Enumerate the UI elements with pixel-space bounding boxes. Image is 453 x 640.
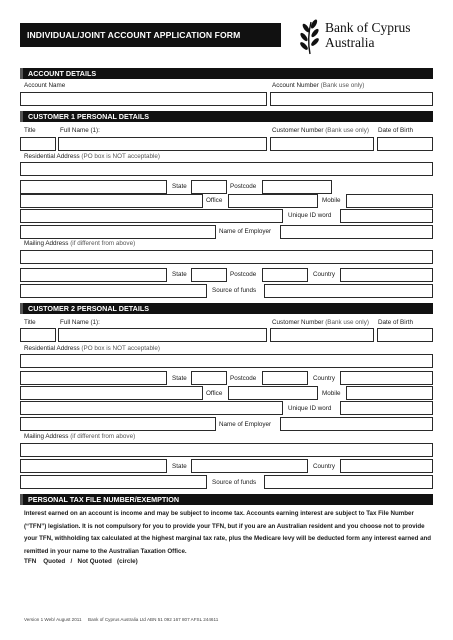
- c1-state-field[interactable]: [191, 180, 227, 194]
- c1-residential-label: Residential Address (PO box is NOT acceptable): [24, 153, 161, 160]
- c1-residential-field[interactable]: [20, 162, 433, 176]
- c1-full-name-field[interactable]: [58, 137, 267, 151]
- c2-residential-label: Residential Address (PO box is NOT acceptable): [24, 345, 161, 352]
- c2-dob-field[interactable]: [377, 328, 433, 342]
- section-customer-1: CUSTOMER 1 PERSONAL DETAILS: [20, 111, 433, 122]
- section-customer-2: CUSTOMER 2 PERSONAL DETAILS: [20, 303, 433, 314]
- c1-title-label: Title: [24, 127, 36, 134]
- account-name-field[interactable]: [20, 92, 267, 106]
- section-tfn-exemption: PERSONAL TAX FILE NUMBER/EXEMPTION: [20, 494, 433, 505]
- bank-logo: [296, 16, 444, 56]
- c2-unique-id-field[interactable]: [340, 401, 433, 415]
- c2-full-name-field[interactable]: [58, 328, 267, 342]
- c1-tel-home-field[interactable]: [20, 194, 203, 208]
- c2-source-funds-field[interactable]: [264, 475, 433, 489]
- c2-state-label: State: [172, 375, 187, 382]
- c2-title-field[interactable]: [20, 328, 56, 342]
- footer-version: Version 1 Web/ August 2011: [24, 617, 82, 622]
- c1-postcode-field[interactable]: [262, 180, 332, 194]
- brand-line-1: Bank of Cyprus: [325, 20, 411, 35]
- tfn-paragraph: Interest earned on an account is income and may be subject to income tax. Accounts earning interest are subject to Tax File Number (“TFN”) legislation. It is not compulsory for you to provide your TFN, but if you are an Australian resident and you choose not to provide your TFN, withholding tax calculated at the highest marginal tax rate, plus the Medicare levy will be deducted form any interest earned and remitted in your name to the Australian Taxation Office.: [24, 510, 432, 555]
- c2-country2-field[interactable]: [340, 459, 433, 473]
- c1-dob-label: Date of Birth: [378, 127, 413, 134]
- c2-source-funds-label: Source of funds: [212, 479, 257, 486]
- c1-full-name-label: Full Name (1):: [60, 127, 100, 134]
- brand-name: [325, 20, 411, 50]
- c2-state2-field[interactable]: [191, 459, 308, 473]
- c1-state-label: State: [172, 183, 187, 190]
- c2-customer-number-label: Customer Number (Bank use only): [272, 319, 369, 326]
- c1-mobile-label: Mobile: [322, 197, 341, 204]
- c2-mobile-label: Mobile: [322, 390, 341, 397]
- c1-source-funds-field[interactable]: [264, 284, 433, 298]
- c2-title-label: Title: [24, 319, 36, 326]
- c1-mobile-field[interactable]: [346, 194, 433, 208]
- c2-mailing-field[interactable]: [20, 443, 433, 457]
- c2-employer-label: Name of Employer: [219, 421, 272, 428]
- c1-customer-number-label: Customer Number (Bank use only): [272, 127, 369, 134]
- olive-branch-icon: [296, 16, 322, 56]
- c2-suburb-field[interactable]: [20, 371, 167, 385]
- c2-country-label: Country: [313, 375, 336, 382]
- c1-customer-number-field[interactable]: [270, 137, 374, 151]
- c1-office-label: Office: [206, 197, 223, 204]
- c2-customer-number-field[interactable]: [270, 328, 374, 342]
- c1-employer-label: Name of Employer: [219, 228, 272, 235]
- c1-office-field[interactable]: [228, 194, 318, 208]
- c1-dob-field[interactable]: [377, 137, 433, 151]
- c2-state2-label: State: [172, 463, 187, 470]
- c2-mailing-label: Mailing Address (if different from above): [24, 433, 136, 440]
- c2-postcode-field[interactable]: [262, 371, 308, 385]
- c1-suburb-field[interactable]: [20, 180, 167, 194]
- c2-country-field[interactable]: [340, 371, 433, 385]
- c2-dob-label: Date of Birth: [378, 319, 413, 326]
- c2-office-label: Office: [206, 390, 223, 397]
- c1-country2-label: Country: [313, 271, 336, 278]
- c2-unique-id-label: Unique ID word: [288, 405, 332, 412]
- c2-postcode-label: Postcode: [230, 375, 257, 382]
- c1-state2-field[interactable]: [191, 268, 227, 282]
- c1-suburb2-field[interactable]: [20, 268, 167, 282]
- c2-residential-field[interactable]: [20, 354, 433, 368]
- c2-tfn-field[interactable]: [20, 475, 207, 489]
- tfn-quoted-line: TFN Quoted / Not Quoted (circle): [24, 558, 138, 565]
- c1-email-field[interactable]: [20, 209, 283, 223]
- account-number-field[interactable]: [270, 92, 433, 106]
- c2-suburb2-field[interactable]: [20, 459, 167, 473]
- brand-line-2: Australia: [325, 35, 375, 50]
- c2-email-field[interactable]: [20, 401, 283, 415]
- c1-source-funds-label: Source of funds: [212, 287, 257, 294]
- account-name-label: Account Name: [24, 82, 66, 89]
- footer-company: Bank of Cyprus Australia Ltd ABN 51 092 167 807 AFSL 244611: [88, 617, 219, 622]
- c2-occupation-field[interactable]: [20, 417, 216, 431]
- c2-employer-field[interactable]: [280, 417, 433, 431]
- c1-postcode-label: Postcode: [230, 183, 257, 190]
- c1-unique-id-label: Unique ID word: [288, 212, 332, 219]
- c1-mailing-field[interactable]: [20, 250, 433, 264]
- c1-country2-field[interactable]: [340, 268, 433, 282]
- c1-occupation-field[interactable]: [20, 225, 216, 239]
- c2-office-field[interactable]: [228, 386, 318, 400]
- c2-full-name-label: Full Name (1):: [60, 319, 100, 326]
- c1-postcode2-field[interactable]: [262, 268, 308, 282]
- c1-state2-label: State: [172, 271, 187, 278]
- c1-employer-field[interactable]: [280, 225, 433, 239]
- c1-tfn-field[interactable]: [20, 284, 207, 298]
- c1-mailing-label: Mailing Address (if different from above): [24, 240, 136, 247]
- c2-tel-home-field[interactable]: [20, 386, 203, 400]
- c2-mobile-field[interactable]: [346, 386, 433, 400]
- c1-unique-id-field[interactable]: [340, 209, 433, 223]
- c2-state-field[interactable]: [191, 371, 227, 385]
- account-number-label: Account Number (Bank use only): [272, 82, 365, 89]
- form-title: INDIVIDUAL/JOINT ACCOUNT APPLICATION FORM: [20, 23, 281, 47]
- c1-title-field[interactable]: [20, 137, 56, 151]
- c2-country2-label: Country: [313, 463, 336, 470]
- section-account-details: ACCOUNT DETAILS: [20, 68, 433, 79]
- c1-postcode2-label: Postcode: [230, 271, 257, 278]
